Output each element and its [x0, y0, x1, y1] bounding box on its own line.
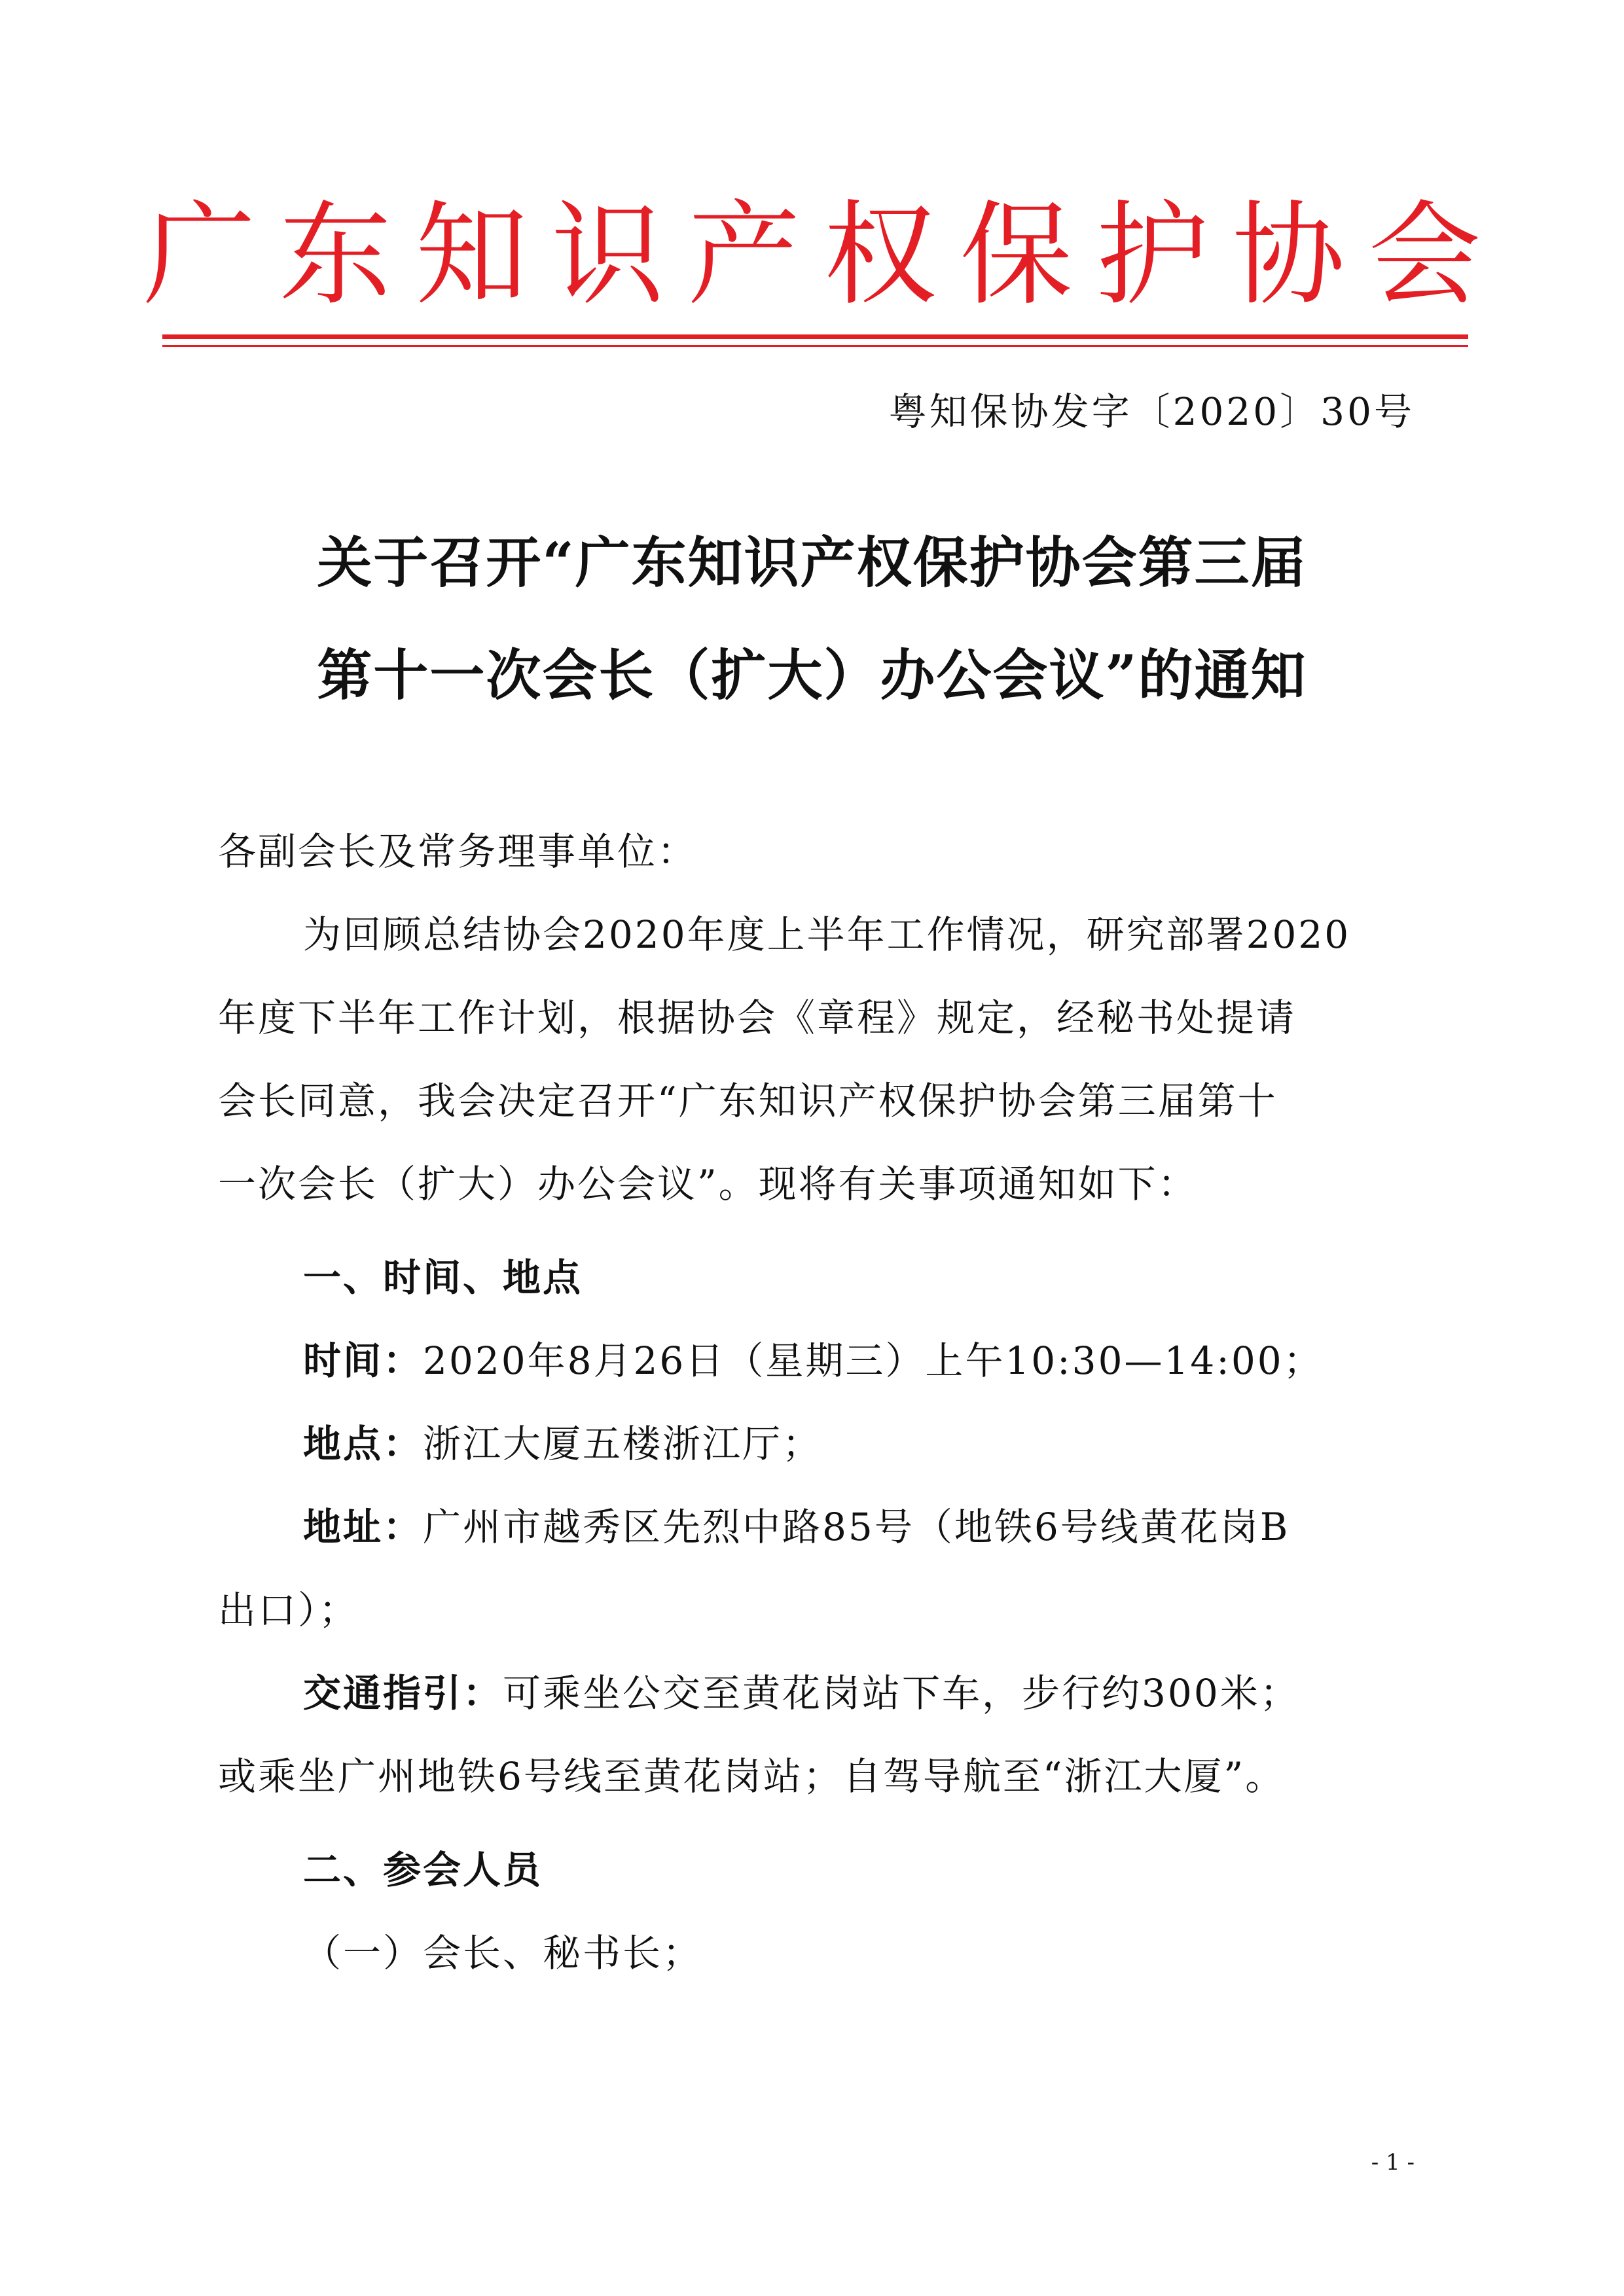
- transport-label: 交通指引：: [303, 1671, 503, 1715]
- document-number: 粤知保协发字〔2020〕30号: [888, 389, 1415, 434]
- letterhead-rule-thick: [162, 334, 1468, 339]
- page-number: - 1 -: [1371, 2149, 1415, 2176]
- time-value: 2020年8月26日（星期三）上午10:30—14:00；: [423, 1338, 1324, 1383]
- address-row: [303, 1505, 1290, 1549]
- time-row: [303, 1338, 1324, 1383]
- transport-continuation: 或乘坐广州地铁6号线至黄花岗站；自驾导航至“浙江大厦”。: [218, 1754, 1286, 1799]
- letterhead-rule-thin: [162, 345, 1468, 347]
- intro-line-4: 一次会长（扩大）办公会议”。现将有关事项通知如下：: [218, 1162, 1198, 1206]
- document-title-line-2: 第十一次会长（扩大）办公会议”的通知: [317, 643, 1307, 708]
- address-value: 广州市越秀区先烈中路85号（地铁6号线黄花岗B: [423, 1505, 1290, 1549]
- attendee-item-1: （一）会长、秘书长；: [303, 1931, 703, 1975]
- address-label: 地址：: [303, 1505, 424, 1549]
- venue-label: 地点：: [303, 1422, 424, 1466]
- salutation: 各副会长及常务理事单位：: [218, 829, 698, 874]
- transport-row: [303, 1671, 1300, 1715]
- time-label: 时间：: [303, 1338, 424, 1383]
- intro-line-1: 为回顾总结协会2020年度上半年工作情况，研究部署2020: [303, 912, 1351, 957]
- venue-row: [303, 1422, 823, 1466]
- organization-letterhead: 广东知识产权保护协会: [143, 189, 1505, 321]
- section-1-heading: 一、时间、地点: [303, 1255, 583, 1300]
- document-title-line-1: 关于召开“广东知识产权保护协会第三届: [317, 530, 1307, 595]
- transport-value: 可乘坐公交至黄花岗站下车，步行约300米；: [503, 1671, 1300, 1715]
- intro-line-3: 会长同意，我会决定召开“广东知识产权保护协会第三届第十: [218, 1079, 1278, 1123]
- venue-value: 浙江大厦五楼浙江厅；: [423, 1422, 823, 1466]
- address-continuation: 出口）；: [218, 1588, 359, 1632]
- intro-line-2: 年度下半年工作计划，根据协会《章程》规定，经秘书处提请: [218, 996, 1297, 1040]
- section-2-heading: 二、参会人员: [303, 1848, 543, 1892]
